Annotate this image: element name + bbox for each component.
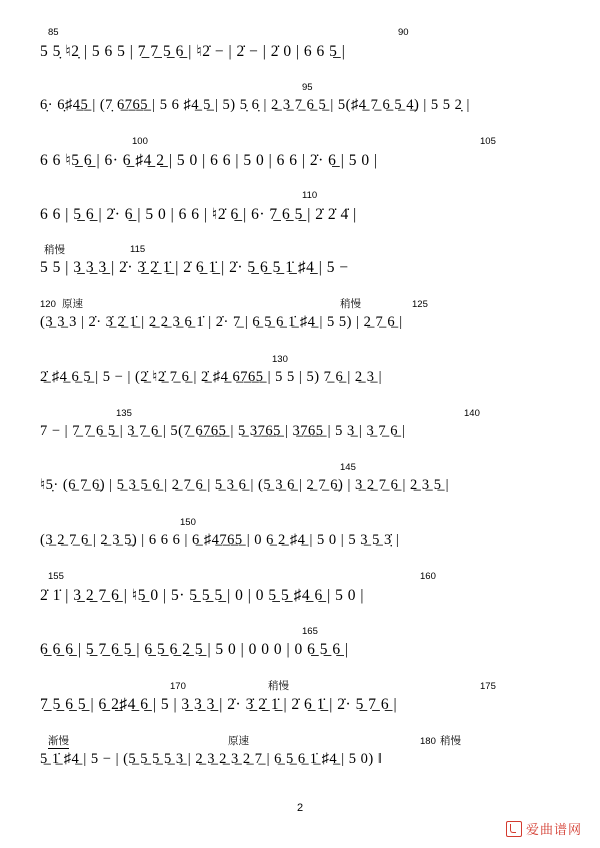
score-system bbox=[40, 627, 582, 673]
notation-line: 7 − | 7̲ 7̲ 6̲ 5̲ | 3̲ 7̲ 6̲ | 5(7̲ 6̲7̲6̲5̲ | 5̲ 3̲7̲6̲5̲ | 3̲7̲6̲5̲ | 5 3̲ | 3̲ 7̲ 6̲ | bbox=[40, 423, 406, 439]
notation-line: ♮5̣· (6̲ 7̲ 6̲) | 5̲ 3̲ 5̲ 6̲ | 2̲ 7̲ 6̲ | 5̲ 3̲ 6̲ | (5̲ 3̲ 6̲ | 2̲ 7̲ 6̲) | 3̲ 2̲ 7̲ 6̲ | 2̲ 3̲ 5̲ | bbox=[40, 477, 450, 493]
tempo-marking: 原速 bbox=[62, 298, 83, 310]
notation-line: 5 5̣ ♮2̣ | 5 6 5 | 7̲ 7̲ 5̲ 6̲ | ♮2̇ − | 2̇ − | 2̇ 0 | 6 6 5̲ | bbox=[40, 43, 346, 60]
score-system bbox=[40, 245, 582, 291]
notation-line: 5̲ 1̲̇ ♯4̲ | 5 − | (5̲ 5̲ 5̲ 5̲ 3̲ | 2̲ 3̲ 2̲ 3̲ 2̲ 7̲ | 6̲ 5̲ 6̲ 1̲̇ ♯4̲ | 5 0) ‖ bbox=[40, 751, 383, 767]
tempo-marking: 稍慢 bbox=[44, 244, 65, 256]
score-system bbox=[40, 518, 582, 564]
tempo-marking: 渐慢 bbox=[48, 735, 69, 747]
page-number: 2 bbox=[296, 802, 304, 814]
measure-number: 170 bbox=[170, 681, 186, 692]
measure-number: 140 bbox=[464, 408, 480, 419]
score-system bbox=[40, 409, 582, 455]
measure-number: 150 bbox=[180, 517, 196, 528]
measure-number: 125 bbox=[412, 299, 428, 310]
measure-number: 85 bbox=[48, 27, 59, 38]
measure-number: 105 bbox=[480, 136, 496, 147]
measure-number: 180 bbox=[420, 736, 436, 747]
measure-number: 145 bbox=[340, 462, 356, 473]
measure-number: 110 bbox=[302, 190, 318, 201]
measure-number: 175 bbox=[480, 681, 496, 692]
score-system bbox=[40, 682, 582, 728]
measure-number: 130 bbox=[272, 354, 288, 365]
watermark-logo-icon bbox=[506, 821, 522, 837]
notation-line: 2̇ 1̇ | 3̲ 2̲ 7̲ 6̲ | ♮5̲ 0 | 5· 5̲ 5̲ 5̲ | 0 | 0 5̲ 5̲ ♯4̲ 6̲ | 5 0 | bbox=[40, 587, 364, 604]
site-watermark bbox=[506, 819, 582, 838]
score-system bbox=[40, 355, 582, 401]
notation-line: 5 5 | 3̲ 3̲ 3̲ | 2̇· 3̲̇ 2̲̇ 1̲̇ | 2̇ 6̲ 1̲̇ | 2̇· 5̲ 6̲ 5̲ 1̲̇ ♯4̲ | 5 − bbox=[40, 259, 349, 276]
measure-number: 120 bbox=[40, 299, 56, 310]
tempo-marking: 稍慢 bbox=[440, 735, 461, 747]
measure-number: 160 bbox=[420, 571, 436, 582]
measure-number: 135 bbox=[116, 408, 132, 419]
notation-line: 6 6 ♮5̲ 6̲ | 6· 6̲ ♯4̲ 2̲ | 5 0 | 6 6 | 5 0 | 6 6 | 2̇· 6̲ | 5 0 | bbox=[40, 152, 378, 169]
tempo-marking: 稍慢 bbox=[268, 680, 289, 692]
score-system bbox=[40, 28, 582, 74]
tempo-marking: 原速 bbox=[228, 735, 249, 747]
score-system bbox=[40, 463, 582, 509]
notation-line: (3̲ 3̲ 3 | 2̇· 3̲̇ 2̲̇ 1̲̇ | 2̲ 2̲ 3̲ 6̲ 1̇ | 2̇· 7̲ | 6̲ 5̲ 6̲ 1̲̇ ♯4̲ | 5 5) | 2̲ 7̲ 6̲ | bbox=[40, 314, 403, 330]
score-system bbox=[40, 300, 582, 346]
score-system bbox=[40, 191, 582, 237]
score-system bbox=[40, 137, 582, 183]
notation-line: 2̲̇ ♯4̲ 6̲ 5̲ | 5 − | (2̲̇ ♮2̲̇ 7̲ 6̲ | 2̲̇ ♯4̲ 6̲7̲6̲5̲ | 5 5 | 5) 7̲ 6̲ | 2̲ 3̲ | bbox=[40, 369, 383, 385]
measure-number: 90 bbox=[398, 27, 409, 38]
score-system bbox=[40, 572, 582, 618]
measure-number: 95 bbox=[302, 82, 313, 93]
tempo-marking: 稍慢 bbox=[340, 298, 361, 310]
notation-line: 6 6 | 5̲ 6̲ | 2̇· 6̲ | 5 0 | 6 6 | ♮2̇ 6̲ | 6· 7̲ 6̲ 5̲ | 2̇ 2̇ 4̇ | bbox=[40, 206, 357, 223]
measure-number: 155 bbox=[48, 571, 64, 582]
notation-line: 7̲ 5̲ 6̲ 5̲ | 6̲ 2̲♯4̲ 6̲ | 5 | 3̲ 3̲ 3̲ | 2̇· 3̲̇ 2̲̇ 1̲̇ | 2̇ 6̲ 1̲̇ | 2̇· 5̲ 7̲ 6̲ | bbox=[40, 696, 398, 713]
score-system bbox=[40, 83, 582, 129]
measure-number: 115 bbox=[130, 244, 146, 255]
notation-line: 6̲ 6̲ 6̲ | 5̲ 7̲ 6̲ 5̲ | 6̲ 5̲ 6̲ 2̲ 5̲ | 5 0 | 0 0 0 | 0 6̲ 5̲ 6̲ | bbox=[40, 641, 349, 658]
score-system bbox=[40, 737, 582, 783]
watermark-text: 爱曲谱网 bbox=[525, 822, 582, 837]
notation-line: 6̣· 6̣♯4̲5̲ | (7̣ 6̲7̲6̲5̲ | 5 6 ♯4̲ 5̲ | 5) 5̣ 6̣ | 2̲ 3̲ 7̲ 6̲ 5̲ | 5(♯4̲ 7̲ 6̲ 5̲ 4̲) | 5 5 2̣ | bbox=[40, 97, 470, 113]
measure-number: 100 bbox=[132, 136, 148, 147]
measure-number: 165 bbox=[302, 626, 318, 637]
notation-line: (3̲ 2̲ 7̲ 6̲ | 2̲ 3̲ 5̲) | 6 6 6 | 6̲ ♯4̲7̲6̲5̲ | 0 6̲ 2̲ ♯4̲ | 5 0 | 5 3̲ 5̲ 3̣̇ | bbox=[40, 532, 400, 548]
